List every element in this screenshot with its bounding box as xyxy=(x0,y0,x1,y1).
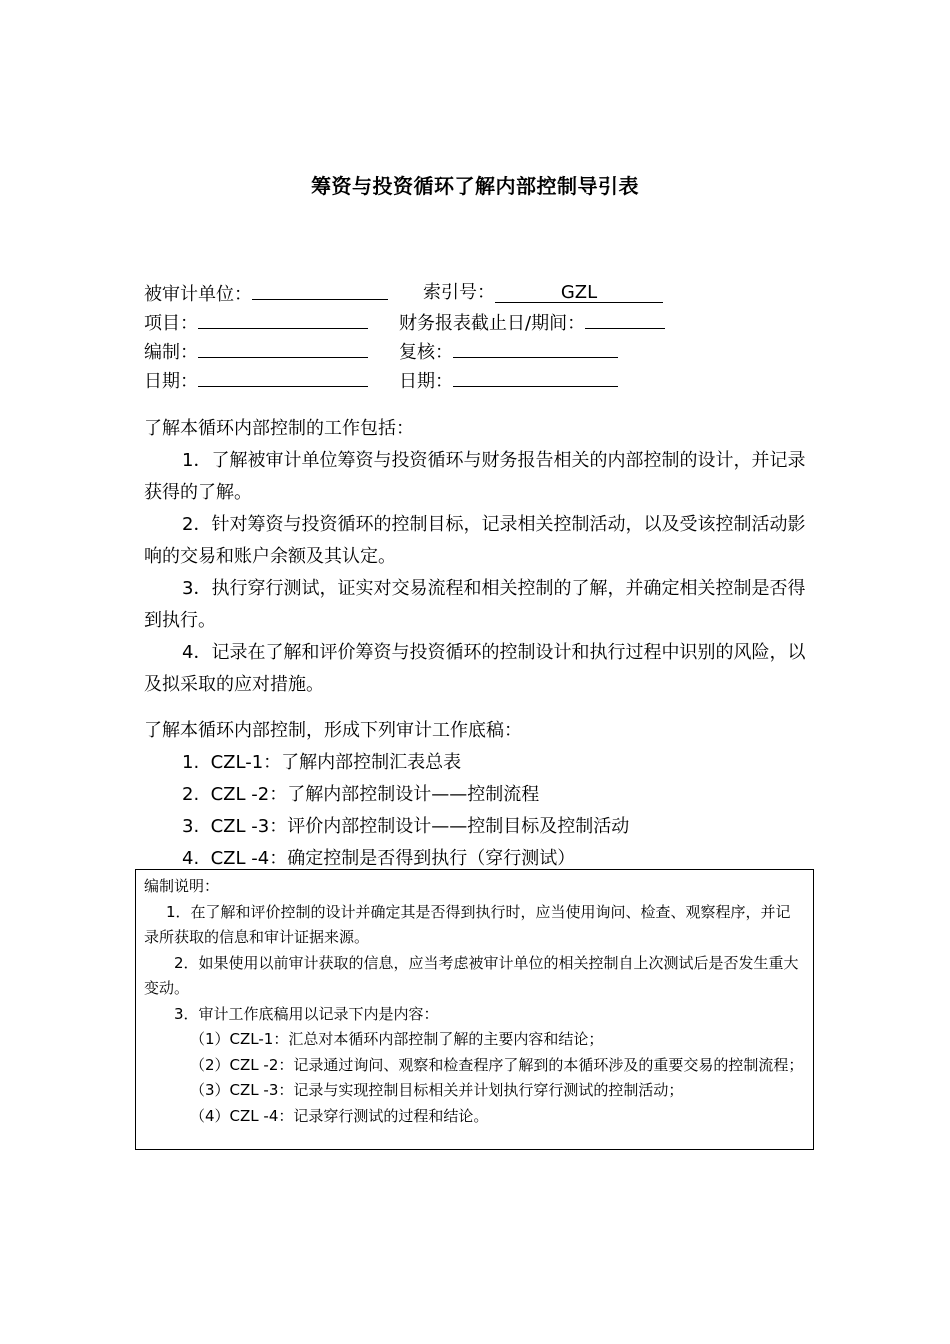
project-label: 项目： xyxy=(144,313,198,334)
index-label: 索引号： xyxy=(423,282,495,303)
papers-section xyxy=(144,715,812,875)
audited-unit-field[interactable] xyxy=(252,279,388,300)
work-section xyxy=(144,413,812,701)
review-label: 复核： xyxy=(399,342,453,363)
review-field[interactable] xyxy=(453,337,618,358)
work-item-1: 1．了解被审计单位筹资与投资循环与财务报告相关的内部控制的设计，并记录获得的了解。 xyxy=(144,450,806,503)
notes-item-2: 2．如果使用以前审计获取的信息，应当考虑被审计单位的相关控制自上次测试后是否发生重大变动。 xyxy=(144,953,799,997)
date2-row xyxy=(399,366,618,396)
notes-item-3: 3．审计工作底稿用以记录下内是内容： xyxy=(174,1004,439,1023)
notes-subitem-3: （3）CZL -3：记录与实现控制目标相关并计划执行穿行测试的控制活动； xyxy=(190,1081,684,1099)
notes-subitem-1: （1）CZL-1：汇总对本循环内部控制了解的主要内容和结论； xyxy=(190,1030,604,1048)
index-row xyxy=(423,279,663,307)
review-row xyxy=(399,337,618,367)
prepared-row xyxy=(144,337,368,367)
papers-item-3: 3. CZL -3：评价内部控制设计——控制目标及控制活动 xyxy=(182,816,630,837)
papers-intro: 了解本循环内部控制，形成下列审计工作底稿： xyxy=(144,720,522,741)
notes-subitem-2: （2）CZL -2：记录通过询问、观察和检查程序了解到的本循环涉及的重要交易的控制流程； xyxy=(190,1055,804,1074)
prepared-field[interactable] xyxy=(198,337,368,358)
date1-field[interactable] xyxy=(198,366,368,387)
period-label: 财务报表截止日/期间： xyxy=(399,313,586,334)
work-item-2: 2．针对筹资与投资循环的控制目标，记录相关控制活动，以及受该控制活动影响的交易和账户余额及其认定。 xyxy=(144,514,806,567)
period-row xyxy=(399,308,665,338)
audited-unit-row xyxy=(144,279,388,309)
period-field[interactable] xyxy=(585,308,665,329)
date1-label: 日期： xyxy=(144,371,198,392)
papers-item-4: 4. CZL -4：确定控制是否得到执行（穿行测试） xyxy=(182,848,576,869)
project-row xyxy=(144,308,368,338)
work-item-3: 3．执行穿行测试，证实对交易流程和相关控制的了解，并确定相关控制是否得到执行。 xyxy=(144,578,806,631)
work-intro: 了解本循环内部控制的工作包括： xyxy=(144,418,414,439)
prepared-label: 编制： xyxy=(144,342,198,363)
date1-row xyxy=(144,366,368,396)
page-title: 筹资与投资循环了解内部控制导引表 xyxy=(311,174,639,198)
date2-field[interactable] xyxy=(453,366,618,387)
index-field[interactable]: GZL xyxy=(495,282,663,303)
work-item-4: 4．记录在了解和评价筹资与投资循环的控制设计和执行过程中识别的风险，以及拟采取的应对措施。 xyxy=(144,642,806,695)
date2-label: 日期： xyxy=(399,371,453,392)
audited-unit-label: 被审计单位： xyxy=(144,284,252,305)
notes-heading: 编制说明： xyxy=(144,877,220,895)
notes-item-1: 1．在了解和评价控制的设计并确定其是否得到执行时，应当使用询问、检查、观察程序，并记录所获取的信息和审计证据来源。 xyxy=(144,902,791,946)
project-field[interactable] xyxy=(198,308,368,329)
notes-subitem-4: （4）CZL -4：记录穿行测试的过程和结论。 xyxy=(190,1106,489,1125)
papers-item-1: 1. CZL-1：了解内部控制汇表总表 xyxy=(182,752,462,773)
notes-box xyxy=(135,869,814,1150)
papers-item-2: 2. CZL -2：了解内部控制设计——控制流程 xyxy=(182,784,540,805)
